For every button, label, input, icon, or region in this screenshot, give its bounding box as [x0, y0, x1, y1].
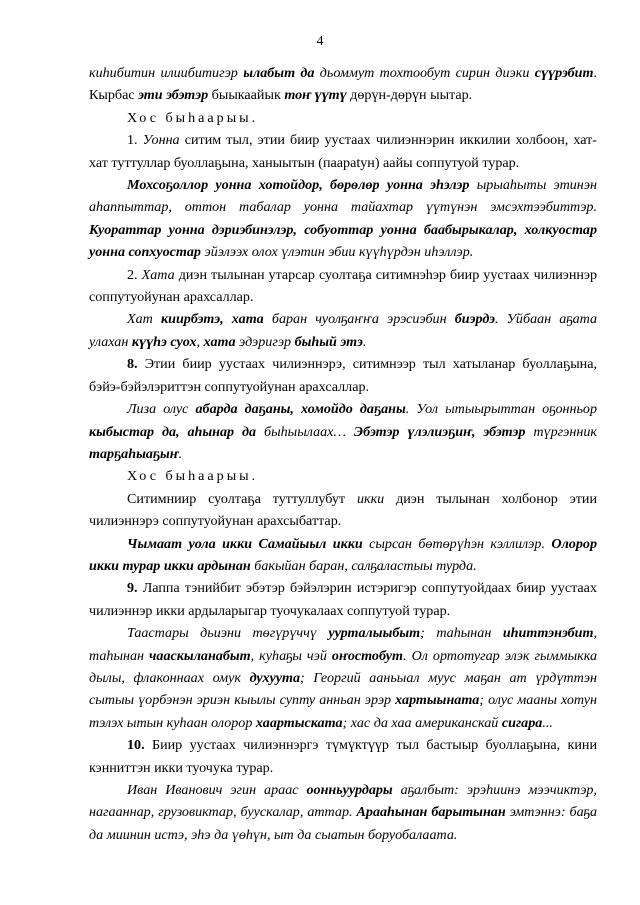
- text-run: киһибитин илиибитигэр: [89, 65, 244, 81]
- text-run: кыбыстар да, аһынар да: [89, 423, 257, 440]
- text-run: ; хас да хаа американскай: [342, 714, 502, 731]
- section-heading: [89, 465, 597, 487]
- text-run: эйэлээх олох үлэтин эбии күүһүрдэн иһэллэр.: [200, 244, 474, 261]
- text-run: эти эбэтэр: [138, 87, 209, 104]
- text-run: быыкаайык: [208, 87, 285, 104]
- text-run: 1.: [127, 132, 143, 149]
- text-run: .: [362, 333, 367, 350]
- text-run: диэн тылынан холбонор этии чилиэннэрэ соппутуойунан арахсыбаттар.: [89, 490, 597, 530]
- text-run: дөрүн-дөрүн ыытар.: [346, 87, 473, 104]
- text-run: тарҕаһыаҕыҥ: [89, 445, 179, 462]
- text-run: Хат: [127, 311, 161, 328]
- text-run: чааскыланабыт: [149, 647, 251, 664]
- paragraph: [89, 622, 597, 734]
- text-run: ситим тыл, этии биир уустаах чилиэннэрин иккилии холбоон, хат-хат туттуллар буоллаҕына, ханыытын (паарatyн) аайы соппутуой турар.: [89, 132, 597, 171]
- text-run: Хата: [141, 266, 175, 283]
- text-run: иһиттэнэбит: [502, 625, 594, 642]
- text-run: Хос быһаарыы.: [127, 109, 259, 126]
- text-run: күүһэ суох: [131, 333, 197, 350]
- text-run: Чымаат уола икки Самайыыл икки: [127, 535, 363, 552]
- text-run: ырыаһыты этинэн аһаппыттар, оттон табалар уонна тайахтар үүтүнэн эмсэхтээбиттэр.: [89, 177, 597, 216]
- paragraph: [89, 577, 597, 622]
- text-run: Биир уустаах чилиэннэргэ түмүктүүр тыл бастыыр буоллаҕына, кини кэнниттэн икки туочука турар.: [89, 737, 597, 776]
- text-run: Хос быһаарыы.: [127, 468, 259, 485]
- text-run: .: [178, 445, 183, 462]
- text-run: ылабыт да: [243, 65, 315, 81]
- text-run: Уонна: [142, 132, 180, 149]
- text-run: , таһынан: [89, 625, 597, 664]
- text-run: киирбэтэ, хата: [160, 311, 264, 328]
- paragraph: [89, 308, 597, 353]
- paragraph: [89, 734, 597, 779]
- text-run: Эбэтэр үлэлиэҕиҥ, эбэтэр: [353, 423, 526, 440]
- text-run: . Уйбаан аҕата улахан: [89, 311, 598, 350]
- text-run: . Уол ытыырыттан оҕонньор: [405, 401, 598, 418]
- paragraph: [89, 62, 597, 107]
- text-run: . Кырбас: [89, 65, 597, 104]
- text-run: абарда даҕаны, хомойдо даҕаны: [195, 401, 406, 418]
- text-run: , куһаҕы чэй: [250, 647, 332, 664]
- text-run: Таастары дьиэни төгүрүччү: [127, 625, 329, 642]
- text-run: ; Георгий ааньыал муус маҕан ат үрдүттэн сытыы үорбэнэн эриэн кыылы супту анньан эрэр: [89, 669, 597, 709]
- text-run: ; олус мааны хотун тэлэх ытын куһаан олорор: [89, 692, 597, 731]
- text-run: 2.: [127, 266, 142, 283]
- paragraph: [89, 353, 597, 398]
- text-run: түргэнник: [525, 423, 597, 440]
- paragraph: [89, 779, 597, 846]
- text-run: ; таһынан: [420, 625, 503, 642]
- text-run: Мохсоҕоллор уонна хотойдор, бөрөлөр уонна эһэлэр: [127, 177, 470, 194]
- text-run: дьоммут тохтообут сирин диэки: [314, 65, 535, 81]
- text-run: оҥостобут: [331, 647, 404, 664]
- text-run: ...: [542, 714, 553, 731]
- section-heading: [89, 107, 597, 129]
- text-run: Ситимниир суолтаҕа туттуллубут: [127, 490, 357, 507]
- text-run: хата: [203, 333, 236, 350]
- paragraph: [89, 129, 597, 174]
- text-run: Лиза олус: [127, 401, 196, 418]
- text-run: эмтэннэ: баҕа да миинин истэ, эһэ да үөһүн, ыт да сыатын боруобалаата.: [89, 804, 597, 843]
- text-run: Олорор икки турар икки ардынан: [89, 535, 597, 574]
- text-run: 10.: [127, 737, 145, 754]
- text-run: тоҥ үүтү: [284, 87, 347, 104]
- text-run: сүүрэбит: [534, 65, 594, 81]
- page-number: 4: [316, 34, 324, 49]
- text-run: духуута: [249, 669, 301, 686]
- text-run: . Ол ортотугар элэк гыммыкка дылы, флаконнаах омук: [89, 647, 597, 686]
- text-run: быһыылаах…: [256, 423, 354, 440]
- text-run: диэн тылынан утарсар суолтаҕа ситимнэһэр биир уустаах чилиэннэр соппутуойунан арахсаллар.: [89, 266, 598, 306]
- paragraph: [89, 488, 597, 533]
- text-run: хаартыската: [255, 714, 343, 731]
- text-run: баран чуолҕаҥҥа эрэсиэбин: [263, 311, 455, 328]
- text-run: эдэригэр: [235, 333, 295, 350]
- text-run: Иван Иванович эгин араас: [127, 782, 307, 798]
- text-run: оонньуурдары: [306, 782, 393, 798]
- text-run: 8.: [127, 356, 138, 373]
- text-run: аҕалбыт: эрэһиинэ мээчиктэр, нагааннар, грузовиктар, буускалар, аттар.: [89, 782, 597, 821]
- text-run: уурталыыбыт: [328, 625, 421, 642]
- text-run: 9.: [127, 580, 138, 597]
- text-run: бакыйан баран, салҕаластыы турда.: [250, 557, 477, 574]
- text-run: быһый этэ: [294, 333, 363, 350]
- text-run: сигара: [501, 714, 543, 731]
- text-run: икки: [356, 490, 385, 507]
- page-body: [89, 62, 597, 846]
- text-run: Лаппа тэнийбит эбэтэр бэйэлэрин истэригэр соппутуойдаах биир уустаах чилиэннэр икки ардыларыгар туочукалаах соппутуой турар.: [89, 580, 597, 619]
- paragraph: [89, 533, 597, 578]
- paragraph: [89, 264, 597, 309]
- paragraph: [89, 398, 597, 465]
- text-run: сырсан бөтөрүһэн кэллилэр.: [362, 535, 552, 552]
- text-run: Арааһынан барытынан: [356, 804, 506, 821]
- text-run: биэрдэ: [454, 311, 495, 328]
- text-run: Куораттар уонна дэриэбинэлэр, собуоттар уонна баабырыкалар, холкуостар уонна сопхуостар: [89, 221, 597, 261]
- paragraph: [89, 174, 597, 264]
- text-run: хартыыната: [395, 692, 480, 709]
- text-run: ,: [196, 333, 204, 350]
- text-run: Этии биир уустаах чилиэннэрэ, ситимнээр тыл хатыланар буоллаҕына, бэйэ-бэйэлэриттэн соппутуойунан арахсаллар.: [89, 356, 597, 395]
